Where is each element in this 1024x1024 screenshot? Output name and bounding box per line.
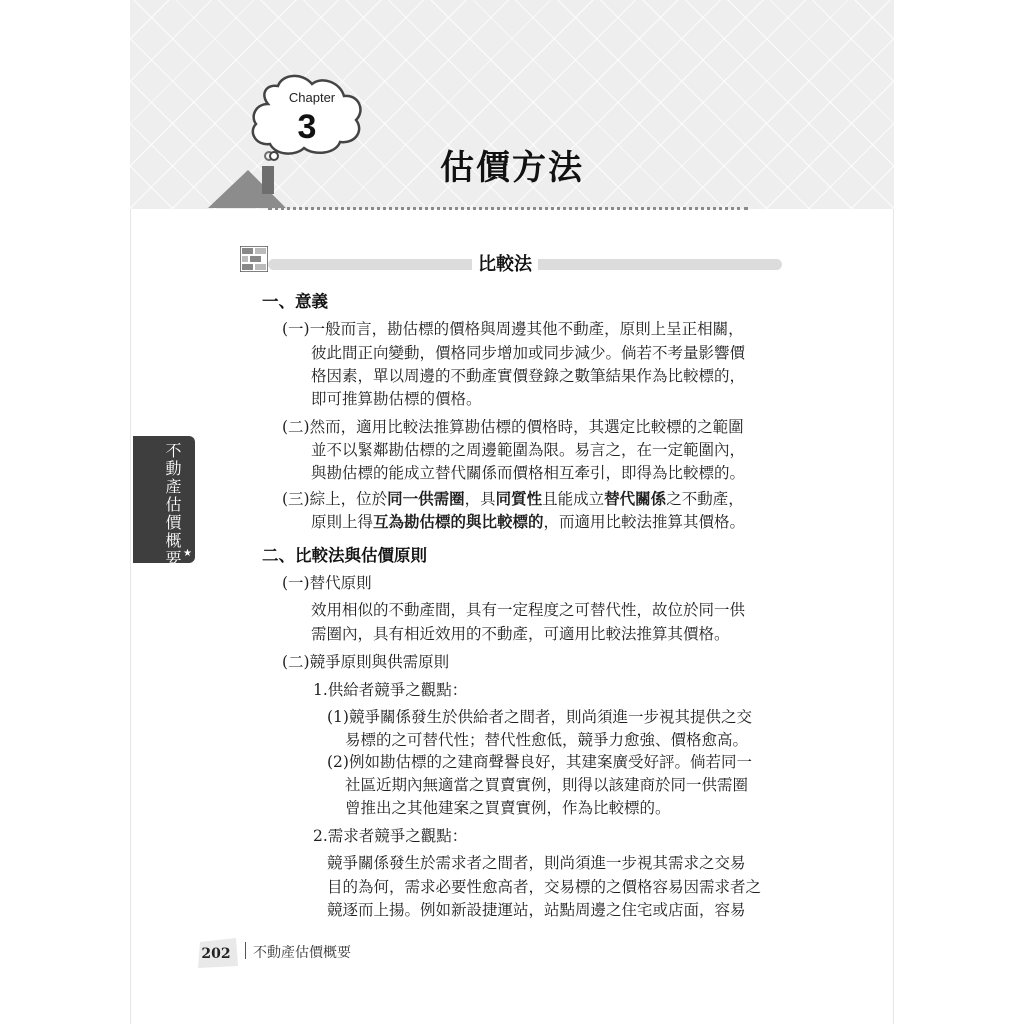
- chapter-title: 估價方法: [440, 148, 584, 188]
- paragraph-line: 競逐而上揚。例如新設捷運站，站點周邊之住宅或店面，容易: [327, 901, 746, 919]
- paragraph-line: (1)競爭關係發生於供給者之間者，則尚須進一步視其提供之交: [327, 708, 752, 726]
- paragraph-line: 並不以緊鄰勘估標的之周邊範圍為限。易言之，在一定範圍內，: [311, 441, 746, 459]
- emphasis: 同一供需圈: [387, 490, 465, 508]
- paragraph-line: 格因素，單以周邊的不動產實價登錄之數筆結果作為比較標的，: [311, 367, 746, 385]
- footer-divider: [245, 942, 246, 959]
- text-run: 且能成立: [542, 490, 605, 508]
- text-run: ，而適用比較法推算其價格。: [543, 513, 746, 531]
- paragraph-line: (2)例如勘估標的之建商聲譽良好，其建案廣受好評。倘若同一: [327, 753, 752, 771]
- emphasis: 替代關係: [604, 490, 667, 508]
- paragraph-line: 競爭關係發生於需求者之間者，則尚須進一步視其需求之交易: [327, 854, 746, 872]
- star-icon: ★: [183, 548, 192, 559]
- paragraph-line: 效用相似的不動產間，具有一定程度之可替代性，故位於同一供: [311, 601, 746, 619]
- subheading: 2.需求者競爭之觀點：: [313, 827, 468, 845]
- page-number: 202: [201, 946, 231, 962]
- text-run: (三)綜上，位於: [282, 490, 388, 508]
- paragraph-line: [282, 492, 744, 508]
- heading-principles: 二、比較法與估價原則: [262, 546, 427, 565]
- text-run: 原則上得: [311, 513, 374, 531]
- paragraph-line: 目的為何，需求必要性愈高者，交易標的之價格容易因需求者之: [327, 878, 762, 896]
- paragraph-line: 社區近期內無適當之買賣實例，則得以該建商於同一供需圈: [345, 776, 749, 794]
- text-run: 之不動產，: [666, 490, 744, 508]
- paragraph-line: (一)一般而言，勘估標的價格與周邊其他不動產，原則上呈正相關，: [282, 320, 744, 338]
- paragraph-line: 與勘估標的能成立替代關係而價格相互牽引，即得為比較標的。: [311, 464, 746, 482]
- paragraph-line: [311, 515, 745, 531]
- paragraph-line: 易標的之可替代性；替代性愈低，競爭力愈強、價格愈高。: [345, 731, 749, 749]
- chapter-number: 3: [297, 108, 317, 146]
- side-tab-label: 不動產估價概要: [163, 442, 182, 568]
- footer-book-title: 不動產估價概要: [253, 945, 351, 961]
- paragraph-line: (二)然而，適用比較法推算勘估標的價格時，其選定比較標的之範圍: [282, 418, 744, 436]
- subheading: 1.供給者競爭之觀點：: [313, 681, 468, 699]
- heading-meaning: 一、意義: [262, 292, 328, 311]
- subheading: (二)競爭原則與供需原則: [282, 653, 450, 671]
- paragraph-line: 需圈內，具有相近效用的不動產，可適用比較法推算其價格。: [311, 625, 730, 643]
- paragraph-line: 即可推算勘估標的價格。: [311, 390, 482, 408]
- chapter-label: Chapter: [288, 90, 336, 105]
- section-title: 比較法: [472, 250, 538, 276]
- paragraph-line: 彼此間正向變動，價格同步增加或同步減少。倘若不考量影響價: [311, 344, 746, 362]
- paragraph-line: 曾推出之其他建案之買賣實例，作為比較標的。: [345, 799, 671, 817]
- text-run: ，具: [464, 490, 496, 508]
- emphasis: 同質性: [495, 490, 543, 508]
- subheading: (一)替代原則: [282, 574, 372, 592]
- emphasis: 互為勘估標的與比較標的: [373, 513, 544, 531]
